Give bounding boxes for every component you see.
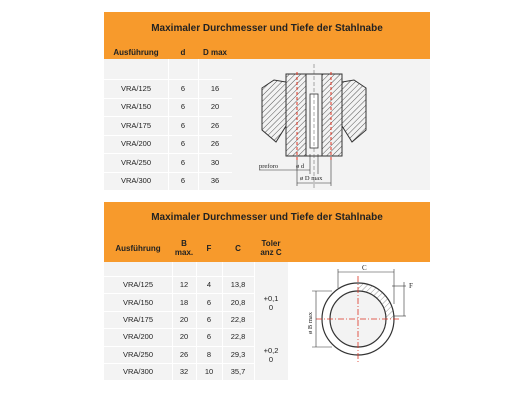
table-2-cell: 12	[172, 276, 196, 293]
label-preforo: preforo	[259, 163, 279, 170]
table-1-cell: 20	[198, 98, 232, 117]
table-1-header-diagram	[232, 45, 430, 59]
table-1-divider	[168, 59, 169, 190]
table-2-cell: 18	[172, 293, 196, 310]
table-1-cell: 6	[168, 153, 198, 172]
table-2-header-bmax: B max.	[172, 234, 196, 262]
table-2-cell: VRA/250	[104, 346, 172, 363]
ring-diagram	[292, 264, 426, 384]
table-1-cell: 26	[198, 135, 232, 154]
table-1-title: Maximaler Durchmesser und Tiefe der Stahlnabe	[104, 12, 430, 45]
table-2-divider	[288, 262, 289, 380]
table-2-cell: 6	[196, 293, 222, 310]
table-1-cell: VRA/250	[104, 153, 168, 172]
table-2-header-toleranz: Toler anz C	[254, 234, 288, 262]
table-2-row-divider	[104, 328, 254, 329]
table-2-cell: 10	[196, 363, 222, 380]
table-2-cell: 8	[196, 346, 222, 363]
table-1-cell: 6	[168, 98, 198, 117]
table-2-cell: 20	[172, 311, 196, 328]
table-1-cell: 16	[198, 79, 232, 98]
table-1-cell: VRA/300	[104, 172, 168, 191]
tolerance-2: +0,2 0	[254, 330, 288, 380]
table-1-cell: 6	[168, 135, 198, 154]
table-2-cell: 32	[172, 363, 196, 380]
table-2-cell: VRA/200	[104, 328, 172, 345]
table-2-cell: 20	[172, 328, 196, 345]
table-2	[104, 202, 430, 392]
table-2-cell: 20,8	[222, 293, 254, 310]
table-1-cell: VRA/150	[104, 98, 168, 117]
table-1-cell: 6	[168, 79, 198, 98]
table-2-cell: 22,8	[222, 311, 254, 328]
label-f: F	[409, 282, 413, 290]
table-1-divider	[198, 59, 199, 190]
table-2-cell: 22,8	[222, 328, 254, 345]
table-1-header-dmax: D max	[198, 45, 232, 59]
table-1-cell: 30	[198, 153, 232, 172]
table-1-cell: VRA/200	[104, 135, 168, 154]
hub-bore-diagram	[254, 64, 374, 188]
table-1-cell: 6	[168, 116, 198, 135]
table-1-cell: 6	[168, 172, 198, 191]
table-2-header-c: C	[222, 234, 254, 262]
tolerance-1: +0,1 0	[254, 276, 288, 330]
table-2-row-divider	[104, 363, 254, 364]
table-2-row-divider	[104, 311, 254, 312]
table-2-cell: VRA/300	[104, 363, 172, 380]
table-1-cell: VRA/175	[104, 116, 168, 135]
table-2-cell: 26	[172, 346, 196, 363]
table-2-divider	[172, 262, 173, 380]
table-1-header-ausfuehrung: Ausführung	[104, 45, 168, 59]
table-2-cell: 4	[196, 276, 222, 293]
label-c: C	[362, 264, 367, 272]
table-2-cell: VRA/150	[104, 293, 172, 310]
table-2-cell: 29,3	[222, 346, 254, 363]
table-1-cell: VRA/125	[104, 79, 168, 98]
table-2-row-divider	[104, 346, 254, 347]
table-2-header-diagram	[288, 234, 430, 262]
table-1	[104, 12, 430, 192]
table-2-cell: 13,8	[222, 276, 254, 293]
table-1-cell: 26	[198, 116, 232, 135]
table-1-header-d: d	[168, 45, 198, 59]
table-1-cell: 36	[198, 172, 232, 191]
table-2-cell: 6	[196, 311, 222, 328]
table-2-cell: 35,7	[222, 363, 254, 380]
table-2-divider	[196, 262, 197, 380]
table-2-row-divider	[104, 293, 254, 294]
table-2-row-divider	[104, 276, 254, 277]
label-bmax: ø B max	[307, 311, 314, 334]
label-d: ø d	[296, 163, 305, 170]
table-2-divider	[222, 262, 223, 380]
label-dmax: ø D max	[300, 175, 323, 182]
table-2-divider	[254, 262, 255, 380]
table-2-title: Maximaler Durchmesser und Tiefe der Stahlnabe	[104, 202, 430, 234]
table-2-header-ausfuehrung: Ausführung	[104, 234, 172, 262]
table-2-header-f: F	[196, 234, 222, 262]
table-2-cell: VRA/175	[104, 311, 172, 328]
table-2-cell: 6	[196, 328, 222, 345]
table-2-cell: VRA/125	[104, 276, 172, 293]
